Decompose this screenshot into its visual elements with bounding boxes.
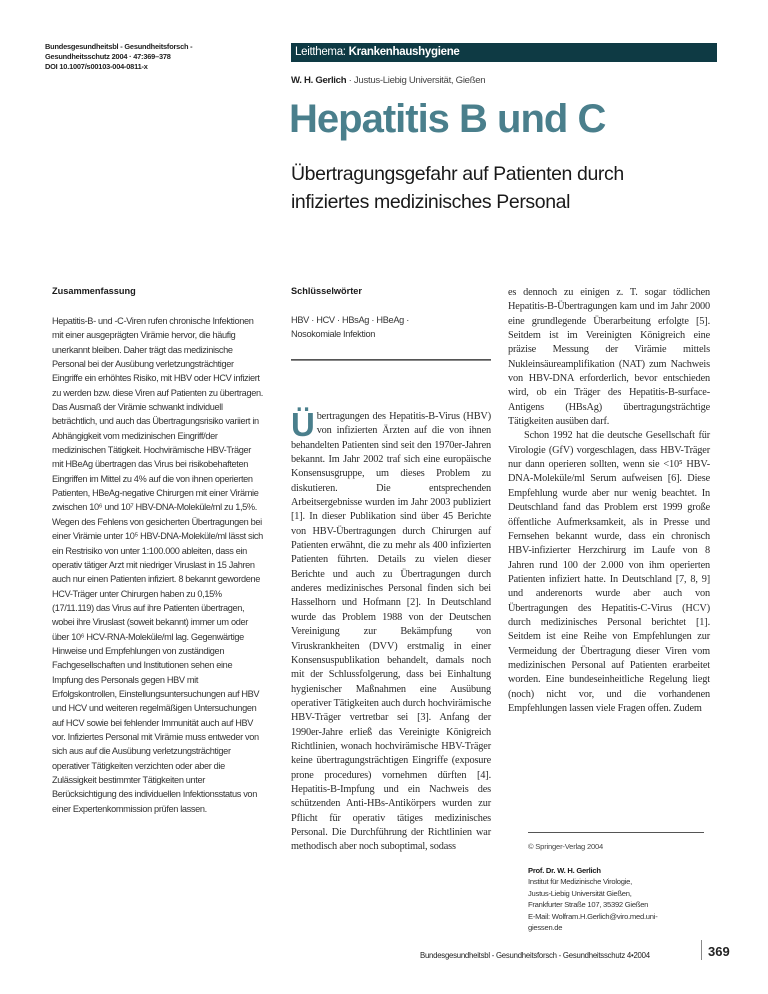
drop-cap: Ü	[291, 406, 315, 443]
author-affiliation: Justus-Liebig Universität, Gießen	[353, 75, 486, 86]
citation-line: Gesundheitsschutz 2004 · 47:369–378	[45, 52, 171, 61]
keywords-line: HBV · HCV · HBsAg · HBeAg ·	[291, 315, 409, 325]
body-paragraph: es dennoch zu einigen z. T. sogar tödlichen Hepatitis-B-Übertragungen kam und im Jahr 2000 eine grundlegende Überarbeitung erfolgte [5]. Seitdem ist im Vereinigten Königreich eine präzise Messung der Virämie mittels Nukleinsäureamplifikation (NAT) zum Nachweis von HBV-DNA erforderlich, bevor entschieden wird, ob ein Träger des Hepatitis-B-surface-Antigens (HBsAg) übertragungsträchtige Tätigkeiten ausüben darf.	[508, 287, 710, 428]
author-line	[291, 75, 485, 86]
abstract-section	[52, 286, 264, 816]
article-subtitle	[291, 160, 731, 216]
subtitle-line: Übertragungsgefahr auf Patienten durch	[291, 163, 624, 185]
article-title: Hepatitis B und C	[289, 97, 606, 141]
footer-journal: Bundesgesundheitsbl - Gesundheitsforsch - Gesundheitsschutz 4•2004	[420, 951, 650, 960]
copyright-divider	[528, 832, 704, 833]
correspondence-email-cont[interactable]: giessen.de	[528, 923, 563, 933]
body-paragraph: Schon 1992 hat die deutsche Gesellschaft für Virologie (GfV) vorgeschlagen, dass HBV-Träger nur dann operieren sollten, wenn sie <10⁵ HBV-DNA-Moleküle/ml Serum aufweisen [6]. Diese Empfehlung wurde aber nur wenig beachtet. In Deutschland fand das Problem erst 1999 große öffentliche Aufmerksamkeit, als in Presse und Fernsehen bekannt wurde, dass ein chronisch HBV-infizierter Herzchirurg im Laufe von 8 Jahren rund 100 der 2.000 von ihm operierten Patienten infiziert hatte. In Deutschland [7, 8, 9] und anderenorts wurde aber auch von Übertragungen des Hepatitis-C-Virus (HCV) durch medizinisches Personal berichtet [1]. Seitdem ist eine Reihe von Empfehlungen zur Vermeidung der Übertragung dieser Viren vom medizinischen Personal auf Patienten erarbeitet worden. Eine bundeseinheitliche Regelung liegt (noch) nicht vor, und die vorhandenen Empfehlungen lassen viele Fragen offen. Zudem	[508, 430, 710, 714]
body-paragraph	[291, 406, 491, 855]
abstract-heading: Zusammenfassung	[52, 286, 136, 296]
keywords-divider	[291, 359, 491, 361]
subtitle-line: infiziertes medizinisches Personal	[291, 191, 571, 213]
page-number: 369	[708, 944, 730, 959]
correspondence-line: Frankfurter Straße 107, 35392 Gießen	[528, 900, 649, 910]
author-name: W. H. Gerlich	[291, 75, 347, 86]
correspondence-block	[528, 865, 708, 933]
correspondence-email[interactable]: E-Mail: Wolfram.H.Gerlich@viro.med.uni-	[528, 911, 658, 921]
theme-value: Krankenhaushygiene	[348, 46, 460, 58]
correspondence-name: Prof. Dr. W. H. Gerlich	[528, 866, 601, 875]
body-column-2	[508, 286, 710, 716]
body-paragraph-text: bertragungen des Hepatitis-B-Virus (HBV) von infizierten Ärzten auf die von ihnen behandelten Patienten sind seit den 1970er-Jahren bekannt. Im Jahr 2002 traf sich eine europäische Konsensusgruppe, um dieses Problem zu diskutieren. Die entsprechenden Arbeitsergebnisse wurden im Jahr 2003 publiziert [1]. In dieser Publikation sind über 45 Berichte von HBV-Übertragungen durch Chirurgen auf Patienten erwähnt, die zu mehr als 400 infizierten Patienten führten. Details zu vielen dieser Berichte und auch zu Übertragungen durch anderes medizinisches Personal finden sich bei Hasselhorn und Hofmann [2]. In Deutschland wurde das Problem 1988 von der Deutschen Vereinigung zur Bekämpfung von Viruskrankheiten (DVV) erstmalig in einer Konsensuspublikation behandelt, damals noch mit der Schlussfolgerung, dass bei Einhaltung hygienischer Maßnahmen eine Ausübung operativer Tätigkeiten auch durch hochvirämische HBV-Träger vertretbar sei [3]. Anfang der 1990er-Jahre erließ das Vereinigte Königreich Richtlinien, wonach hochvirämische HBV-Träger keine übertragungsträchtigen Eingriffe (exposure prone procedures) vornehmen dürften [4]. Hepatitis-B-Impfung und ein Nachweis des schützenden Anti-HBs-Antikörpers wurden zur Pflicht für operativ tätiges medizinisches Personal. Die Durchführung der Richtlinien war methodisch aber noch suboptimal, sodass	[291, 411, 491, 853]
doi-line: DOI 10.1007/s00103-004-0811-x	[45, 62, 148, 71]
theme-band	[291, 43, 717, 62]
correspondence-line: Institut für Medizinische Virologie,	[528, 877, 632, 887]
author-separator: ·	[346, 75, 354, 86]
keywords-section	[291, 286, 491, 341]
copyright-notice: © Springer-Verlag 2004	[528, 842, 604, 851]
keywords-line: Nosokomiale Infektion	[291, 328, 376, 339]
abstract-text: Hepatitis-B- und -C-Viren rufen chronische Infektionen mit einer ausgeprägten Virämie hervor, die häufig unerkannt bleiben. Daher trägt das medizinische Personal bei der Ausübung verletzungsträchtiger Eingriffe ein erhöhtes Risiko, mit HBV oder HCV infiziert zu werden bzw. diese Viren auf Patienten zu übertragen. Das Ausmaß der Virämie schwankt individuell beträchtlich, und auch das Übertragungsrisiko variiert in Abhängigkeit vom medizinischen Eingriff/der medizinischen Tätigkeit. Hochvirämische HBV-Träger mit HBeAg übertragen das Virus bei risikobehafteten Eingriffen im Mittel zu 4% auf die von ihnen operierten Patienten, HBeAg-negative Chirurgen mit einer Virämie zwischen 10⁶ und 10⁷ HBV-DNA-Moleküle/ml zu 1,5%. Wegen des Fehlens von gesicherten Übertragungen bei einer Virämie unter 10⁵ HBV-DNA-Moleküle/ml lässt sich ein Restrisiko von unter 1:100.000 ableiten, dass ein operativ tätiger Arzt mit niedriger Viruslast in 15 Jahren auch nur einen Patienten infiziert. 8 bekannt gewordene HCV-Träger unter Chirurgen haben zu 0,15% (17/11.119) das Virus auf ihre Patienten übertragen, wobei ihre Viruslast (soweit bekannt) immer um oder über 10⁶ HCV-RNA-Moleküle/ml lag. Gegenwärtige Hinweise und Empfehlungen von zuständigen Fachgesellschaften und Institutionen sehen eine Impfung des Personals gegen HBV mit Erfolgskontrollen, Einstellungsuntersuchungen auf HBV und HCV und weiteren regelmäßigen Untersuchungen auf HCV sowie bei fehlender Immunität auch auf HBV vor. Infiziertes Personal mit Virämie muss entweder von sich aus auf die Ausübung verletzungsträchtiger operativer Tätigkeiten verzichten oder aber die Zulässigkeit bestimmter Tätigkeiten unter Berücksichtigung des individuellen Infektionsstatus von einer Expertenkommission prüfen lassen.	[52, 316, 263, 814]
keywords-heading: Schlüsselwörter	[291, 286, 362, 296]
correspondence-line: Justus-Liebig Universität Gießen,	[528, 888, 632, 898]
footer-divider	[701, 940, 702, 960]
citation-line: Bundesgesundheitsbl - Gesundheitsforsch -	[45, 42, 193, 51]
citation-block	[45, 42, 192, 72]
theme-label: Leitthema:	[295, 46, 349, 58]
body-column-1	[291, 406, 491, 855]
